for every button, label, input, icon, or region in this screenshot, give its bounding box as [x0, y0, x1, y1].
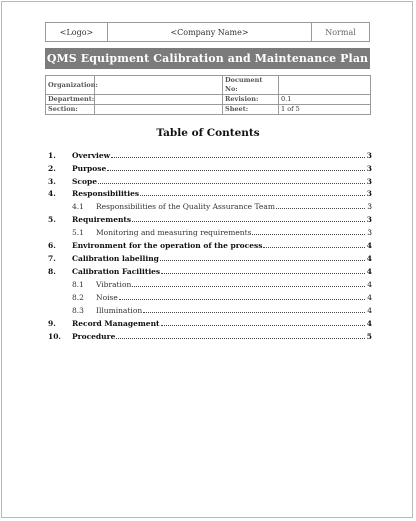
toc-leader	[143, 311, 365, 313]
toc-entry[interactable]	[48, 252, 372, 263]
document-header	[45, 22, 370, 42]
toc-page: 3	[366, 164, 372, 173]
document-info-table	[45, 75, 371, 115]
sheet-value: 1 of 5	[279, 105, 371, 115]
toc-subentry[interactable]	[48, 200, 372, 211]
toc-number: 5.1	[72, 228, 84, 237]
toc-leader	[98, 182, 365, 184]
toc-number: 5.	[48, 215, 56, 224]
organization-value	[95, 76, 223, 95]
toc-entry[interactable]	[48, 162, 372, 173]
logo-placeholder: <Logo>	[46, 23, 108, 41]
company-name: <Company Name>	[108, 23, 312, 41]
classification-label: Normal	[325, 27, 356, 37]
revision-label: Revision:	[223, 95, 279, 105]
department-label: Department:	[46, 95, 95, 105]
toc-number: 4.	[48, 189, 56, 198]
toc-title: Requirements	[72, 215, 132, 224]
toc-subentry[interactable]	[48, 226, 372, 237]
toc-page: 3	[367, 202, 372, 211]
toc-number: 6.	[48, 241, 56, 250]
toc-title: Environment for the operation of the process	[72, 241, 263, 250]
toc-title: Illumination	[96, 306, 143, 315]
toc-title: Overview	[72, 151, 111, 160]
toc-page: 3	[367, 228, 372, 237]
toc-page: 4	[366, 319, 372, 328]
document-no-label: Document No:	[223, 76, 279, 95]
document-title: QMS Equipment Calibration and Maintenance Plan	[45, 48, 370, 69]
toc-entry[interactable]	[48, 149, 372, 160]
toc-leader	[132, 220, 365, 222]
section-label: Section:	[46, 105, 95, 115]
toc-number: 9.	[48, 319, 56, 328]
toc-number: 1.	[48, 151, 56, 160]
toc-entry[interactable]	[48, 317, 372, 328]
toc-title: Record Management	[72, 319, 160, 328]
document-no-value	[279, 76, 371, 95]
toc-leader	[140, 194, 365, 196]
toc-leader	[252, 233, 365, 235]
toc-number: 7.	[48, 254, 56, 263]
toc-leader	[111, 156, 365, 158]
toc-number: 2.	[48, 164, 56, 173]
toc-number: 10.	[48, 332, 62, 341]
toc-leader	[161, 272, 365, 274]
toc-title: Purpose	[72, 164, 107, 173]
toc-number: 8.	[48, 267, 56, 276]
toc-leader	[161, 324, 366, 326]
toc-title: Calibration Facilities	[72, 267, 161, 276]
toc-subentry[interactable]	[48, 278, 372, 289]
toc-leader	[160, 259, 365, 261]
info-row	[46, 76, 371, 95]
toc-number: 3.	[48, 177, 56, 186]
toc-leader	[116, 337, 365, 339]
toc-subentry[interactable]	[48, 291, 372, 302]
toc-title: Responsibilities	[72, 189, 140, 198]
toc-title: Procedure	[72, 332, 116, 341]
toc-leader	[107, 169, 365, 171]
toc-page: 3	[366, 215, 372, 224]
toc-page: 4	[367, 280, 372, 289]
toc-entry[interactable]	[48, 187, 372, 198]
toc-entry[interactable]	[48, 330, 372, 341]
toc-page: 3	[366, 189, 372, 198]
toc-leader	[119, 298, 365, 300]
section-value	[95, 105, 223, 115]
toc-entry[interactable]	[48, 175, 372, 186]
organization-label: Organization:	[46, 76, 95, 95]
toc-heading: Table of Contents	[156, 127, 260, 139]
toc-leader	[276, 207, 365, 209]
info-row	[46, 95, 371, 105]
toc-title: Vibration	[96, 280, 132, 289]
toc-number: 8.3	[72, 306, 84, 315]
sheet-label: Sheet:	[223, 105, 279, 115]
toc-title: Monitoring and measuring requirements	[96, 228, 252, 237]
toc-entry[interactable]	[48, 239, 372, 250]
toc-title: Scope	[72, 177, 98, 186]
toc-page: 4	[366, 254, 372, 263]
toc-title: Calibration labelling	[72, 254, 159, 263]
toc-number: 4.1	[72, 202, 84, 211]
revision-value: 0.1	[279, 95, 371, 105]
toc-page: 4	[366, 241, 372, 250]
toc-number: 8.1	[72, 280, 84, 289]
toc-page: 4	[366, 267, 372, 276]
toc-page: 5	[366, 332, 372, 341]
toc-leader	[263, 246, 365, 248]
department-value	[95, 95, 223, 105]
info-row	[46, 105, 371, 115]
toc-title: Noise	[96, 293, 118, 302]
toc-entry[interactable]	[48, 213, 372, 224]
toc-page: 3	[366, 177, 372, 186]
toc-page: 3	[366, 151, 372, 160]
toc-entry[interactable]	[48, 265, 372, 276]
toc-number: 8.2	[72, 293, 84, 302]
toc-page: 4	[367, 306, 372, 315]
toc-title: Responsibilities of the Quality Assurance Team	[96, 202, 275, 211]
toc-subentry[interactable]	[48, 304, 372, 315]
toc-page: 4	[367, 293, 372, 302]
toc-leader	[132, 285, 365, 287]
